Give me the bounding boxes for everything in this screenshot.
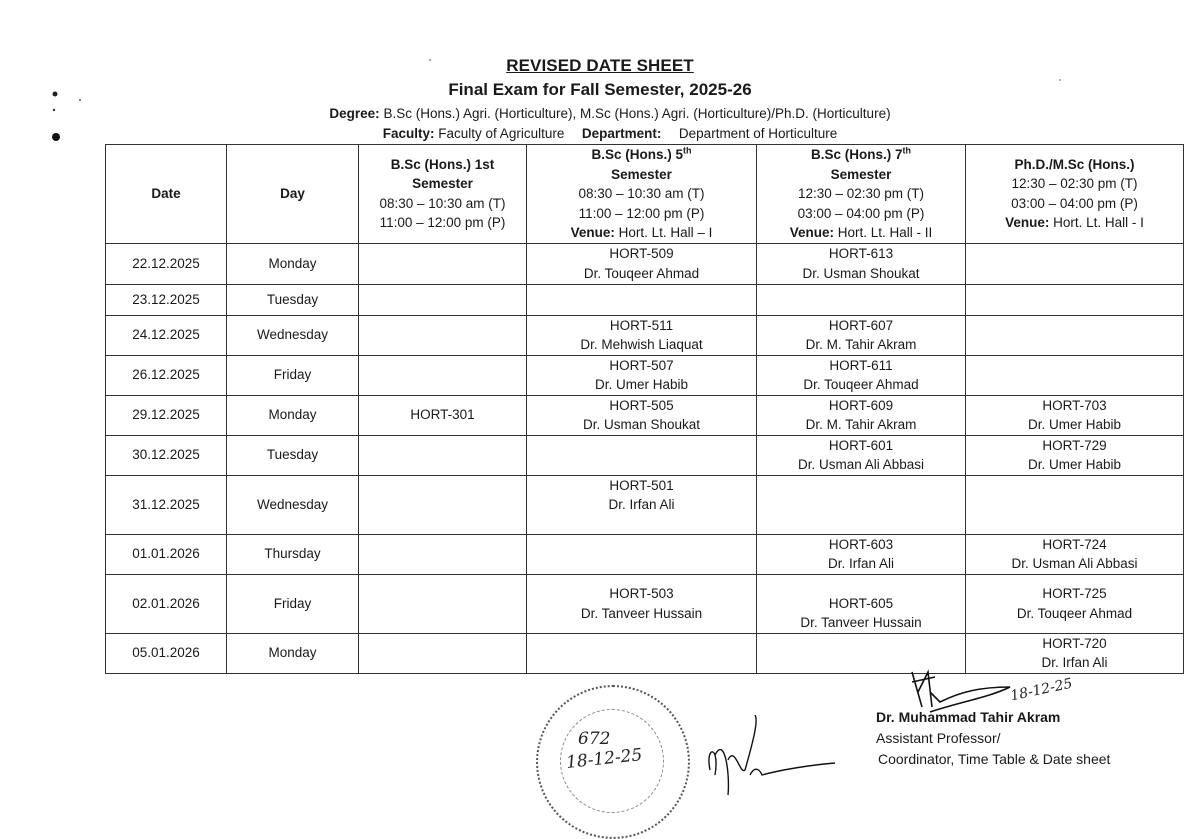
date-cell: 29.12.2025 [106, 395, 227, 435]
col-header-sem1: B.Sc (Hons.) 1st Semester 08:30 – 10:30 am (T) 11:00 – 12:00 pm (P) [359, 145, 527, 244]
table-row [106, 315, 1184, 355]
date-cell: 23.12.2025 [106, 284, 227, 315]
day-cell: Tuesday [227, 284, 359, 315]
day-cell: Monday [227, 395, 359, 435]
date-cell: 01.01.2026 [106, 534, 227, 574]
signatory-title: Assistant Professor/ [876, 730, 1001, 746]
sem5-cell: HORT-507 Dr. Umer Habib [527, 355, 757, 395]
date-cell: 05.01.2026 [106, 633, 227, 673]
date-cell: 02.01.2026 [106, 574, 227, 633]
sem1-cell [359, 435, 527, 475]
table-row [106, 475, 1184, 534]
sem5-cell: HORT-501 Dr. Irfan Ali [527, 475, 757, 534]
col-header-sem5: B.Sc (Hons.) 5th Semester 08:30 – 10:30 am (T) 11:00 – 12:00 pm (P) Venue: Hort. Lt. Hall – I [527, 145, 757, 244]
date-cell: 31.12.2025 [106, 475, 227, 534]
phd-cell [966, 355, 1184, 395]
department-value: Department of Horticulture [678, 126, 838, 141]
phd-cell [966, 475, 1184, 534]
signatory-name: Dr. Muhammad Tahir Akram [876, 709, 1061, 725]
col-header-sem7: B.Sc (Hons.) 7th Semester 12:30 – 02:30 pm (T) 03:00 – 04:00 pm (P) Venue: Hort. Lt. Hall - II [757, 145, 966, 244]
signatory-block [876, 707, 1110, 770]
table-row [106, 574, 1184, 633]
day-cell: Monday [227, 633, 359, 673]
day-cell: Monday [227, 243, 359, 284]
degree-line [10, 106, 1200, 121]
date-cell: 26.12.2025 [106, 355, 227, 395]
day-cell: Wednesday [227, 315, 359, 355]
date-cell: 22.12.2025 [106, 243, 227, 284]
table-row [106, 243, 1184, 284]
signatory-role: Coordinator, Time Table & Date sheet [878, 751, 1111, 767]
sem7-cell: HORT-609 Dr. M. Tahir Akram [757, 395, 966, 435]
sem5-cell: HORT-509 Dr. Touqeer Ahmad [527, 243, 757, 284]
sem5-cell: HORT-511 Dr. Mehwish Liaquat [527, 315, 757, 355]
sem5-cell [527, 435, 757, 475]
date-cell: 30.12.2025 [106, 435, 227, 475]
sem5-cell [527, 284, 757, 315]
table-row [106, 435, 1184, 475]
sem1-cell [359, 284, 527, 315]
stamp-date: 18-12-25 [565, 745, 644, 773]
signature-icon [700, 715, 840, 805]
day-cell: Thursday [227, 534, 359, 574]
sem7-cell: HORT-603 Dr. Irfan Ali [757, 534, 966, 574]
faculty-label: Faculty: [382, 126, 435, 141]
sem1-cell [359, 574, 527, 633]
department-label: Department: [581, 126, 662, 141]
phd-cell [966, 243, 1184, 284]
document-subtitle: Final Exam for Fall Semester, 2025-26 [448, 80, 752, 99]
col-header-date: Date [106, 145, 227, 244]
sem1-cell [359, 355, 527, 395]
sem5-cell [527, 633, 757, 673]
table-row [106, 534, 1184, 574]
date-cell: 24.12.2025 [106, 315, 227, 355]
sem7-cell: HORT-611 Dr. Touqeer Ahmad [757, 355, 966, 395]
stamp-number: 672 [578, 729, 611, 749]
table-header-row [106, 145, 1184, 244]
faculty-value: Faculty of Agriculture [438, 126, 565, 141]
phd-cell: HORT-720 Dr. Irfan Ali [966, 633, 1184, 673]
col-header-phd: Ph.D./M.Sc (Hons.) 12:30 – 02:30 pm (T) 03:00 – 04:00 pm (P) Venue: Hort. Lt. Hall - I [966, 145, 1184, 244]
day-cell: Tuesday [227, 435, 359, 475]
table-row [106, 284, 1184, 315]
phd-cell [966, 284, 1184, 315]
sem7-cell: HORT-613 Dr. Usman Shoukat [757, 243, 966, 284]
table-row [106, 355, 1184, 395]
sem1-cell [359, 243, 527, 284]
phd-cell: HORT-724 Dr. Usman Ali Abbasi [966, 534, 1184, 574]
faculty-line [10, 126, 1200, 141]
sem1-cell [359, 633, 527, 673]
sem5-cell: HORT-503 Dr. Tanveer Hussain [527, 574, 757, 633]
phd-cell: HORT-729 Dr. Umer Habib [966, 435, 1184, 475]
sem7-cell [757, 284, 966, 315]
official-stamp [536, 685, 690, 839]
sem1-cell [359, 475, 527, 534]
table-row [106, 395, 1184, 435]
signature-date: 18-12-25 [1009, 675, 1074, 705]
degree-label: Degree: [329, 106, 380, 121]
sem5-cell [527, 534, 757, 574]
sem7-cell [757, 475, 966, 534]
phd-cell: HORT-725 Dr. Touqeer Ahmad [966, 574, 1184, 633]
degree-value: B.Sc (Hons.) Agri. (Horticulture), M.Sc (Hons.) Agri. (Horticulture)/Ph.D. (Horticulture) [383, 106, 891, 121]
day-cell: Friday [227, 574, 359, 633]
sem5-cell: HORT-505 Dr. Usman Shoukat [527, 395, 757, 435]
sem7-cell: HORT-601 Dr. Usman Ali Abbasi [757, 435, 966, 475]
sem1-cell: HORT-301 [359, 395, 527, 435]
phd-cell [966, 315, 1184, 355]
sem1-cell [359, 534, 527, 574]
document-title: REVISED DATE SHEET [506, 56, 694, 75]
phd-cell: HORT-703 Dr. Umer Habib [966, 395, 1184, 435]
col-header-day: Day [227, 145, 359, 244]
sem7-cell: HORT-607 Dr. M. Tahir Akram [757, 315, 966, 355]
sem1-cell [359, 315, 527, 355]
day-cell: Wednesday [227, 475, 359, 534]
date-sheet-table [105, 144, 1184, 674]
day-cell: Friday [227, 355, 359, 395]
sem7-cell: HORT-605 Dr. Tanveer Hussain [757, 574, 966, 633]
